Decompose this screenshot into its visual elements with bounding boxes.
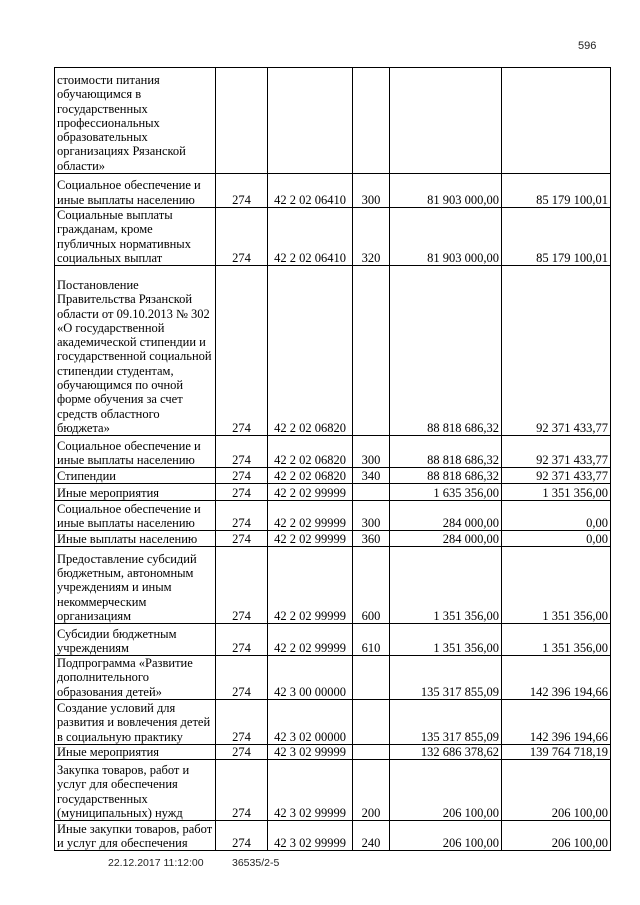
row-ved-code: 274 [216, 174, 268, 208]
row-sum-year1: 135 317 855,09 [390, 656, 502, 700]
row-ved-code: 274 [216, 745, 268, 760]
row-vr-code: 600 [353, 547, 390, 624]
row-sum-year1 [390, 68, 502, 174]
row-csr-code: 42 2 02 99999 [268, 531, 353, 547]
table-row [55, 68, 611, 174]
row-csr-code: 42 2 02 99999 [268, 501, 353, 531]
row-name: Социальные выплаты гражданам, кроме публичных нормативных социальных выплат [55, 208, 216, 266]
row-csr-code: 42 2 02 99999 [268, 624, 353, 656]
row-vr-code: 300 [353, 501, 390, 531]
row-ved-code: 274 [216, 624, 268, 656]
row-csr-code: 42 3 02 99999 [268, 821, 353, 851]
table-row [55, 760, 611, 821]
row-ved-code: 274 [216, 656, 268, 700]
row-sum-year2: 85 179 100,01 [502, 174, 611, 208]
row-ved-code: 274 [216, 436, 268, 468]
table-row [55, 624, 611, 656]
row-vr-code [353, 68, 390, 174]
row-sum-year1: 284 000,00 [390, 531, 502, 547]
row-sum-year2: 0,00 [502, 501, 611, 531]
row-ved-code: 274 [216, 760, 268, 821]
row-csr-code: 42 2 02 06820 [268, 468, 353, 484]
row-ved-code: 274 [216, 468, 268, 484]
row-csr-code: 42 3 02 00000 [268, 700, 353, 745]
row-name: стоимости питания обучающимся в государственных профессиональных образовательных организациях Рязанской области» [55, 68, 216, 174]
footer-timestamp: 22.12.2017 11:12:00 [108, 857, 204, 869]
row-sum-year2: 206 100,00 [502, 821, 611, 851]
row-vr-code: 300 [353, 436, 390, 468]
row-vr-code: 300 [353, 174, 390, 208]
row-sum-year1: 1 635 356,00 [390, 484, 502, 501]
row-name: Подпрограмма «Развитие дополнительного образования детей» [55, 656, 216, 700]
row-csr-code: 42 3 02 99999 [268, 745, 353, 760]
table-row [55, 821, 611, 851]
row-sum-year2: 1 351 356,00 [502, 547, 611, 624]
row-csr-code: 42 2 02 99999 [268, 484, 353, 501]
table-row [55, 266, 611, 436]
row-sum-year1: 81 903 000,00 [390, 174, 502, 208]
row-sum-year2: 142 396 194,66 [502, 656, 611, 700]
row-name: Иные мероприятия [55, 484, 216, 501]
row-ved-code: 274 [216, 501, 268, 531]
table-body [55, 68, 611, 851]
row-name: Создание условий для развития и вовлечения детей в социальную практику [55, 700, 216, 745]
row-ved-code: 274 [216, 821, 268, 851]
row-csr-code: 42 2 02 06820 [268, 266, 353, 436]
budget-table [54, 67, 611, 851]
table-row [55, 700, 611, 745]
row-sum-year1: 284 000,00 [390, 501, 502, 531]
row-sum-year2: 85 179 100,01 [502, 208, 611, 266]
row-name: Социальное обеспечение и иные выплаты населению [55, 174, 216, 208]
row-name: Стипендии [55, 468, 216, 484]
row-vr-code: 360 [353, 531, 390, 547]
row-sum-year1: 88 818 686,32 [390, 266, 502, 436]
row-ved-code: 274 [216, 547, 268, 624]
row-sum-year2: 142 396 194,66 [502, 700, 611, 745]
row-sum-year2: 92 371 433,77 [502, 468, 611, 484]
row-name: Иные выплаты населению [55, 531, 216, 547]
row-sum-year2: 92 371 433,77 [502, 436, 611, 468]
row-name: Социальное обеспечение и иные выплаты населению [55, 501, 216, 531]
row-name: Иные закупки товаров, работ и услуг для обеспечения [55, 821, 216, 851]
table-row [55, 468, 611, 484]
row-csr-code: 42 2 02 06410 [268, 208, 353, 266]
row-ved-code [216, 68, 268, 174]
row-vr-code: 240 [353, 821, 390, 851]
row-sum-year2: 1 351 356,00 [502, 624, 611, 656]
row-name: Социальное обеспечение и иные выплаты населению [55, 436, 216, 468]
row-csr-code: 42 3 02 99999 [268, 760, 353, 821]
row-sum-year1: 132 686 378,62 [390, 745, 502, 760]
row-sum-year2 [502, 68, 611, 174]
row-sum-year1: 1 351 356,00 [390, 547, 502, 624]
row-csr-code [268, 68, 353, 174]
table-row [55, 745, 611, 760]
row-sum-year2: 1 351 356,00 [502, 484, 611, 501]
row-ved-code: 274 [216, 266, 268, 436]
table-row [55, 656, 611, 700]
row-sum-year1: 1 351 356,00 [390, 624, 502, 656]
row-csr-code: 42 2 02 06410 [268, 174, 353, 208]
row-sum-year2: 139 764 718,19 [502, 745, 611, 760]
row-name: Постановление Правительства Рязанской области от 09.10.2013 № 302 «О государственной академической стипендии и государственной социальной стипендии студентам, обучающимся по очной форме обучения за счет средств областного бюджета» [55, 266, 216, 436]
row-ved-code: 274 [216, 700, 268, 745]
table-row [55, 501, 611, 531]
row-ved-code: 274 [216, 208, 268, 266]
row-sum-year1: 206 100,00 [390, 821, 502, 851]
row-vr-code [353, 266, 390, 436]
footer-document-code: 36535/2-5 [232, 857, 280, 869]
row-vr-code [353, 656, 390, 700]
row-sum-year1: 135 317 855,09 [390, 700, 502, 745]
row-sum-year1: 81 903 000,00 [390, 208, 502, 266]
row-sum-year2: 206 100,00 [502, 760, 611, 821]
row-csr-code: 42 2 02 06820 [268, 436, 353, 468]
table-row [55, 174, 611, 208]
row-sum-year1: 206 100,00 [390, 760, 502, 821]
row-sum-year2: 0,00 [502, 531, 611, 547]
row-vr-code [353, 484, 390, 501]
row-vr-code [353, 700, 390, 745]
row-ved-code: 274 [216, 531, 268, 547]
row-vr-code: 610 [353, 624, 390, 656]
table-row [55, 484, 611, 501]
row-csr-code: 42 3 00 00000 [268, 656, 353, 700]
row-vr-code: 320 [353, 208, 390, 266]
row-name: Закупка товаров, работ и услуг для обеспечения государственных (муниципальных) нужд [55, 760, 216, 821]
row-vr-code: 340 [353, 468, 390, 484]
row-name: Субсидии бюджетным учреждениям [55, 624, 216, 656]
row-sum-year2: 92 371 433,77 [502, 266, 611, 436]
row-csr-code: 42 2 02 99999 [268, 547, 353, 624]
page-number: 596 [578, 40, 597, 52]
row-name: Иные мероприятия [55, 745, 216, 760]
row-vr-code: 200 [353, 760, 390, 821]
row-name: Предоставление субсидий бюджетным, автономным учреждениям и иным некоммерческим организациям [55, 547, 216, 624]
table-row [55, 208, 611, 266]
row-vr-code [353, 745, 390, 760]
row-sum-year1: 88 818 686,32 [390, 436, 502, 468]
table-row [55, 547, 611, 624]
table-row [55, 436, 611, 468]
table-row [55, 531, 611, 547]
row-sum-year1: 88 818 686,32 [390, 468, 502, 484]
row-ved-code: 274 [216, 484, 268, 501]
